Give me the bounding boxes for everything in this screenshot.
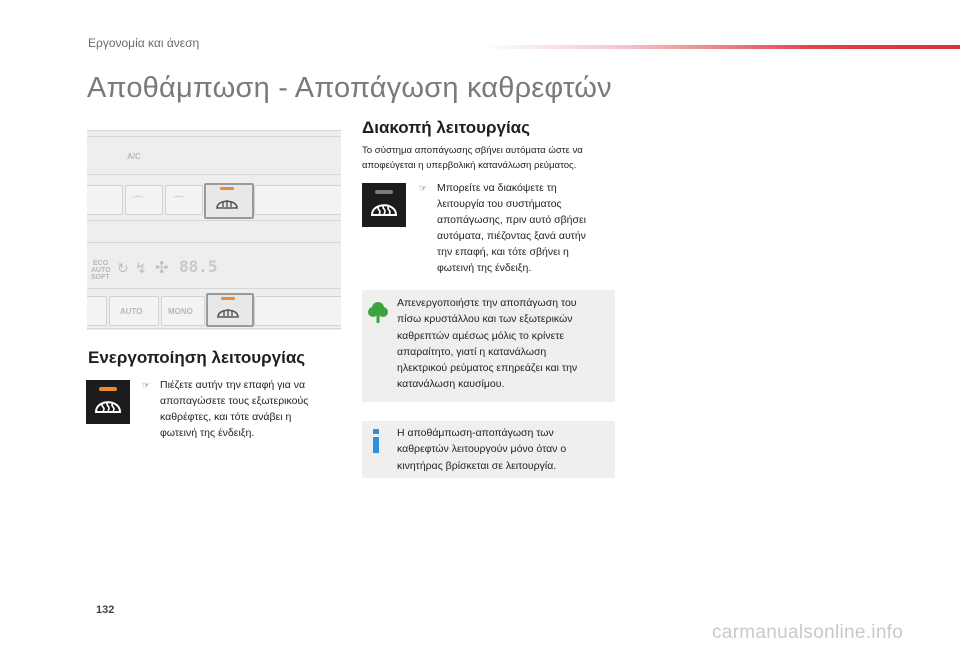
stop-intro <box>362 143 632 173</box>
defrost-button-on-icon <box>86 380 130 424</box>
defrost-led <box>220 187 234 190</box>
mirror-defrost-icon-2 <box>216 305 240 319</box>
info-icon <box>371 429 381 453</box>
activate-heading: Ενεργοποίηση λειτουργίας <box>88 348 306 367</box>
auto-button-label: AUTO <box>120 307 143 316</box>
text-line: φωτεινή της ένδειξη. <box>437 262 532 274</box>
panel-button <box>254 296 341 326</box>
eco-note-box <box>362 290 615 402</box>
ac-label: A/C <box>127 152 141 161</box>
text-line: πίσω κρυστάλλου και των εξωτερικών <box>397 313 573 326</box>
panel-button <box>87 185 123 215</box>
soft-label: SOFT <box>91 274 110 281</box>
seat-icon: ⌒ <box>173 195 186 209</box>
temperature-display: 88.5 <box>179 257 218 276</box>
stop-text <box>437 180 627 276</box>
info-note-box <box>362 421 615 478</box>
mirror-defrost-icon <box>370 198 398 218</box>
seat-icon: ⌒ <box>132 195 145 209</box>
panel-button <box>87 296 107 326</box>
text-line: ηλεκτρικού ρεύματος επηρεάζει και την <box>397 362 578 375</box>
text-line: καθρεφτών λειτουργούν μόνο όταν ο <box>397 443 567 456</box>
text-line: αποπάγωσης, πριν αυτό σβήσει <box>437 214 586 226</box>
indicator-off <box>375 190 393 194</box>
text-line: Μπορείτε να διακόψετε τη <box>437 182 557 194</box>
mirror-defrost-icon <box>215 196 239 210</box>
page-number: 132 <box>96 604 115 616</box>
defrost-button-off-icon <box>362 183 406 227</box>
text-line: καθρέφτες, και τότε ανάβει η <box>160 411 292 423</box>
header-accent-line <box>480 45 960 49</box>
text-line: αυτόματα, πιέζοντας ξανά αυτήν <box>437 230 586 242</box>
indicator-lit <box>99 387 117 391</box>
text-line: καθρεπτών αμέσως μόλις το κρίνετε <box>397 329 565 342</box>
auto-label: AUTO <box>91 267 111 274</box>
text-line: Πιέζετε αυτήν την επαφή για να <box>160 379 306 391</box>
recirculation-icon: ↻ <box>117 260 129 276</box>
text-line: αποφεύγεται η υπερβολική κατανάλωση ρεύματος. <box>362 160 577 171</box>
climate-panel-illustration <box>87 130 341 330</box>
fan-icon: ✣ <box>155 260 169 277</box>
defrost-led-2 <box>221 297 235 300</box>
text-line: την επαφή, και τότε σβήνει η <box>437 246 569 258</box>
airflow-icon: ↯ <box>135 260 147 276</box>
watermark: carmanualsonline.info <box>712 622 904 643</box>
text-line: αποπαγώσετε τους εξωτερικούς <box>160 395 309 407</box>
activate-text <box>160 377 350 441</box>
text-line: λειτουργία του συστήματος <box>437 198 562 210</box>
mirror-defrost-icon <box>94 395 122 415</box>
text-line: Το σύστημα αποπάγωσης σβήνει αυτόματα ώστε να <box>362 145 583 156</box>
text-line: Απενεργοποιήστε την αποπάγωση του <box>397 297 577 309</box>
text-line: Η αποθάμπωση-αποπάγωση των <box>397 427 554 439</box>
eco-tree-icon <box>368 300 388 324</box>
text-line: κινητήρας βρίσκεται σε λειτουργία. <box>397 459 557 472</box>
mono-button-label: MONO <box>168 307 193 316</box>
text-line: κατανάλωση καυσίμου. <box>397 378 505 391</box>
bullet-arrow-icon: ☞ <box>142 380 151 390</box>
panel-button <box>254 185 341 215</box>
text-line: απαραίτητο, γιατί η κατανάλωση <box>397 345 547 358</box>
eco-note-text <box>397 295 612 393</box>
text-line: φωτεινή της ένδειξη. <box>160 427 255 439</box>
stop-heading: Διακοπή λειτουργίας <box>362 118 530 137</box>
info-note-text <box>397 425 612 474</box>
bullet-arrow-icon: ☞ <box>419 183 428 193</box>
eco-label: ECO <box>93 260 109 267</box>
section-header: Εργονομία και άνεση <box>88 36 200 50</box>
page-title: Αποθάμπωση - Αποπάγωση καθρεφτών <box>87 72 612 104</box>
